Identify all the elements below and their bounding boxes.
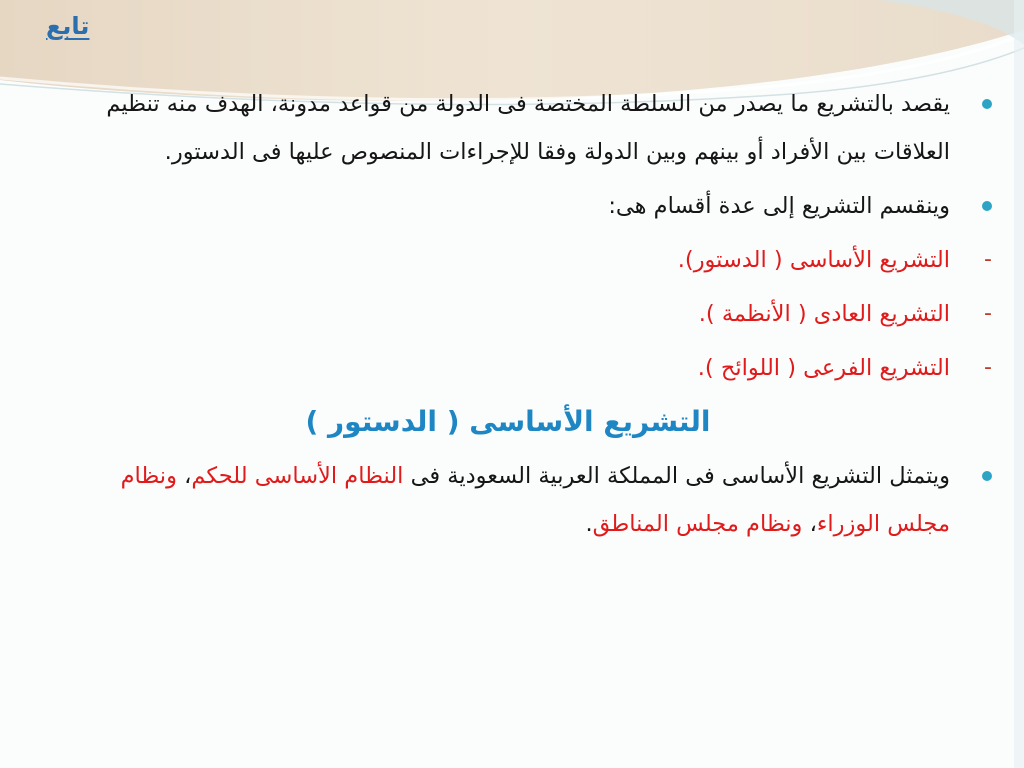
end-period: . (585, 511, 593, 537)
saudi-laws-intro: ويتمثل التشريع الأساسى فى المملكة العربية السعودية فى (403, 463, 950, 489)
slide-title: تابع (46, 12, 90, 40)
slide-content (52, 80, 964, 554)
separator: ، (802, 511, 817, 537)
regions-council-law: ونظام مجلس المناطق (592, 511, 803, 537)
dash-item-ordinary-law: - التشريع العادى ( الأنظمة ). (52, 290, 964, 338)
separator: ، (176, 463, 192, 489)
bullet-divisions: وينقسم التشريع إلى عدة أقسام هى: (52, 182, 964, 230)
dash-item-subsidiary-law: - التشريع الفرعى ( اللوائح ). (52, 344, 964, 392)
council-of-ministers-law: ونظام مجلس الوزراء (120, 463, 950, 537)
bullet-definition: يقصد بالتشريع ما يصدر من السلطة المختصة فى الدولة من قواعد مدونة، الهدف منه تنظيم العلاقات بين الأفراد أو بينهم وبين الدولة وفقا للإجراءات المنصوص عليها فى الدستور. (52, 80, 964, 176)
dash-item-basic-law: - التشريع الأساسى ( الدستور). (52, 236, 964, 284)
section-heading: التشريع الأساسى ( الدستور ) (305, 405, 711, 438)
bullet-saudi-laws (52, 452, 964, 548)
basic-law-of-governance: النظام الأساسى للحكم (191, 463, 404, 489)
